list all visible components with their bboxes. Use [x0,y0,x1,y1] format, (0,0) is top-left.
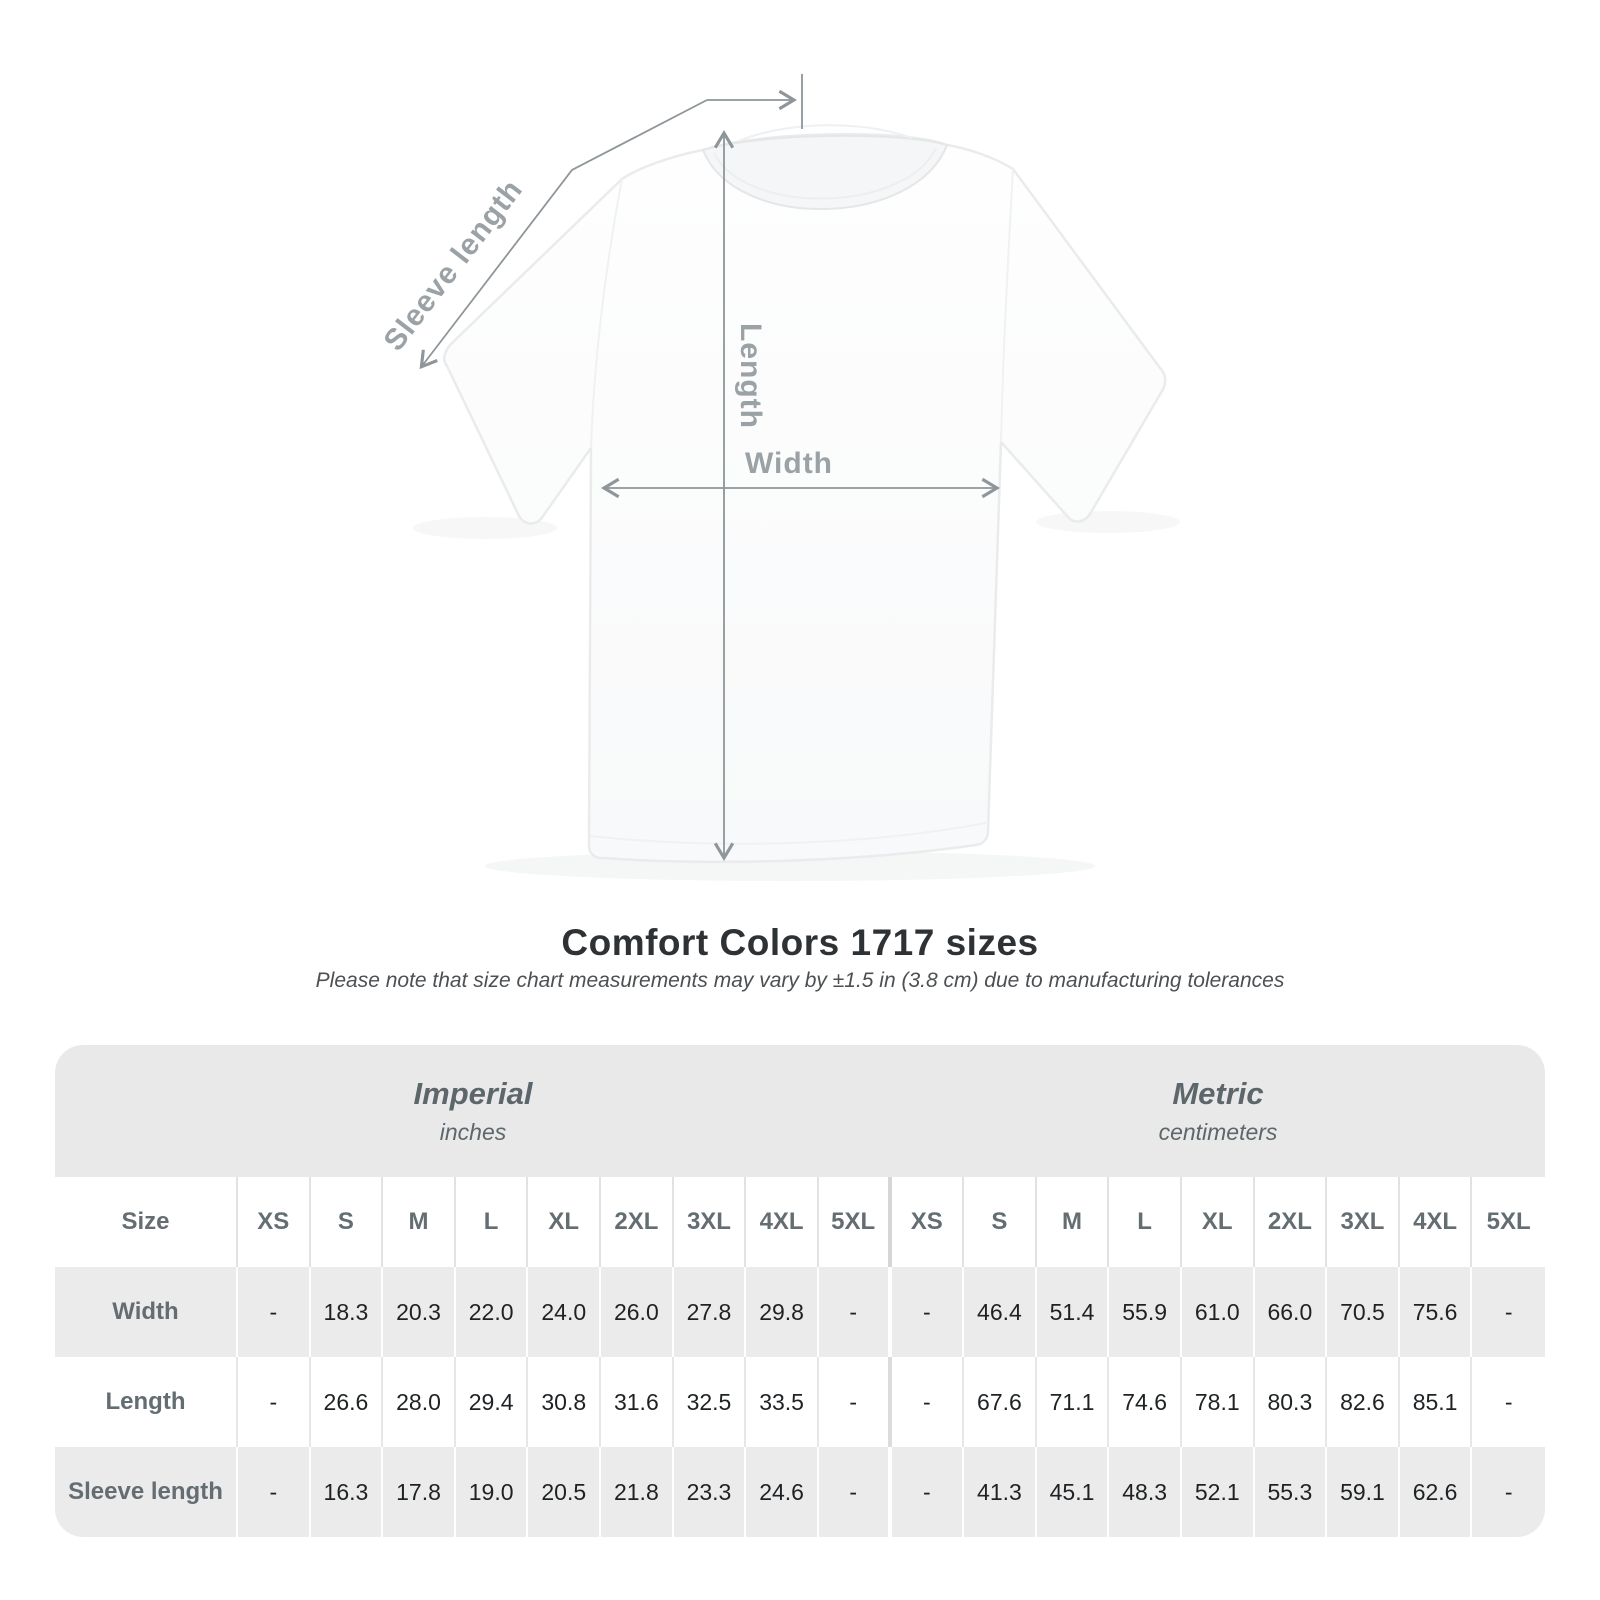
size-table [55,1045,1545,1537]
size-header-row [55,1177,1545,1267]
value-cell: - [238,1447,311,1537]
value-cell: 51.4 [1037,1267,1110,1357]
row-label: Width [55,1267,238,1357]
value-cell: - [819,1357,892,1447]
value-cell: 85.1 [1400,1357,1473,1447]
value-cell: 55.9 [1109,1267,1182,1357]
imperial-sublabel: inches [439,1119,507,1145]
value-cell: 31.6 [601,1357,674,1447]
value-cell: 82.6 [1327,1357,1400,1447]
value-cell: 45.1 [1037,1447,1110,1537]
value-cell: 24.6 [746,1447,819,1537]
tshirt-illustration [444,125,1165,862]
value-cell: 80.3 [1255,1357,1328,1447]
value-cell: 41.3 [964,1447,1037,1537]
col-header-imperial-l: L [456,1177,529,1267]
tolerance-note: Please note that size chart measurements may vary by ±1.5 in (3.8 cm) due to manufacturing tolerances [315,969,1285,992]
value-cell: 29.8 [746,1267,819,1357]
value-cell: - [819,1267,892,1357]
size-column-header: Size [55,1177,238,1267]
value-cell: - [819,1447,892,1537]
col-header-metric-xl: XL [1182,1177,1255,1267]
unit-header-band [55,1045,1545,1177]
page-title: Comfort Colors 1717 sizes [561,922,1039,963]
col-header-imperial-2xl: 2XL [601,1177,674,1267]
value-cell: 27.8 [674,1267,747,1357]
value-cell: - [1504,1298,1513,1325]
imperial-label: Imperial [413,1076,533,1111]
value-cell: 46.4 [964,1267,1037,1357]
value-cell: - [238,1357,311,1447]
value-cell: - [238,1267,311,1357]
col-header-imperial-m: M [383,1177,456,1267]
value-cell: 30.8 [528,1357,601,1447]
tshirt-body [444,134,1165,862]
value-cell: 29.4 [456,1357,529,1447]
value-cell: 28.0 [383,1357,456,1447]
value-cell: 62.6 [1400,1447,1473,1537]
value-cell: 74.6 [1109,1357,1182,1447]
row-label: Sleeve length [55,1447,238,1537]
table-row-length [55,1357,1545,1447]
value-cell: 67.6 [964,1357,1037,1447]
metric-sublabel: centimeters [1158,1119,1278,1145]
value-cell: 22.0 [456,1267,529,1357]
col-header-metric-4xl: 4XL [1400,1177,1473,1267]
value-cell: 59.1 [1327,1447,1400,1537]
value-cell: 24.0 [528,1267,601,1357]
value-cell: 66.0 [1255,1267,1328,1357]
value-cell: 18.3 [311,1267,384,1357]
length-label: Length [734,323,767,429]
col-header-imperial-5xl: 5XL [819,1177,892,1267]
col-header-metric-5xl: 5XL [1486,1208,1531,1235]
value-cell: 70.5 [1327,1267,1400,1357]
value-cell: 19.0 [456,1447,529,1537]
value-cell: - [892,1447,965,1537]
value-cell: 17.8 [383,1447,456,1537]
col-header-imperial-xl: XL [528,1177,601,1267]
value-cell: - [892,1267,965,1357]
value-cell: 33.5 [746,1357,819,1447]
metric-group-header [891,1045,1545,1177]
col-header-imperial-3xl: 3XL [674,1177,747,1267]
col-header-metric-s: S [964,1177,1037,1267]
value-cell: 16.3 [311,1447,384,1537]
value-cell: 21.8 [601,1447,674,1537]
col-header-metric-3xl: 3XL [1327,1177,1400,1267]
imperial-group-header [55,1045,891,1177]
sleeve-length-label: Sleeve length [377,173,530,358]
value-cell: 78.1 [1182,1357,1255,1447]
col-header-metric-xs: XS [892,1177,965,1267]
metric-label: Metric [1172,1076,1264,1111]
value-cell: 26.0 [601,1267,674,1357]
value-cell: 32.5 [674,1357,747,1447]
col-header-imperial-4xl: 4XL [746,1177,819,1267]
value-cell: - [1504,1388,1513,1415]
col-header-metric-m: M [1037,1177,1110,1267]
value-cell: 55.3 [1255,1447,1328,1537]
value-cell: 75.6 [1400,1267,1473,1357]
value-cell: 61.0 [1182,1267,1255,1357]
col-header-imperial-s: S [311,1177,384,1267]
value-cell: 26.6 [311,1357,384,1447]
value-cell: 52.1 [1182,1447,1255,1537]
value-cell: 23.3 [674,1447,747,1537]
width-label: Width [744,447,834,480]
table-row-width [55,1267,1545,1357]
col-header-imperial-xs: XS [238,1177,311,1267]
col-header-metric-l: L [1109,1177,1182,1267]
table-row-sleeve-length [55,1447,1545,1537]
value-cell: 48.3 [1109,1447,1182,1537]
value-cell: - [1504,1478,1513,1505]
row-label: Length [55,1357,238,1447]
value-cell: 71.1 [1037,1357,1110,1447]
col-header-metric-2xl: 2XL [1255,1177,1328,1267]
value-cell: 20.5 [528,1447,601,1537]
value-cell: - [892,1357,965,1447]
value-cell: 20.3 [383,1267,456,1357]
